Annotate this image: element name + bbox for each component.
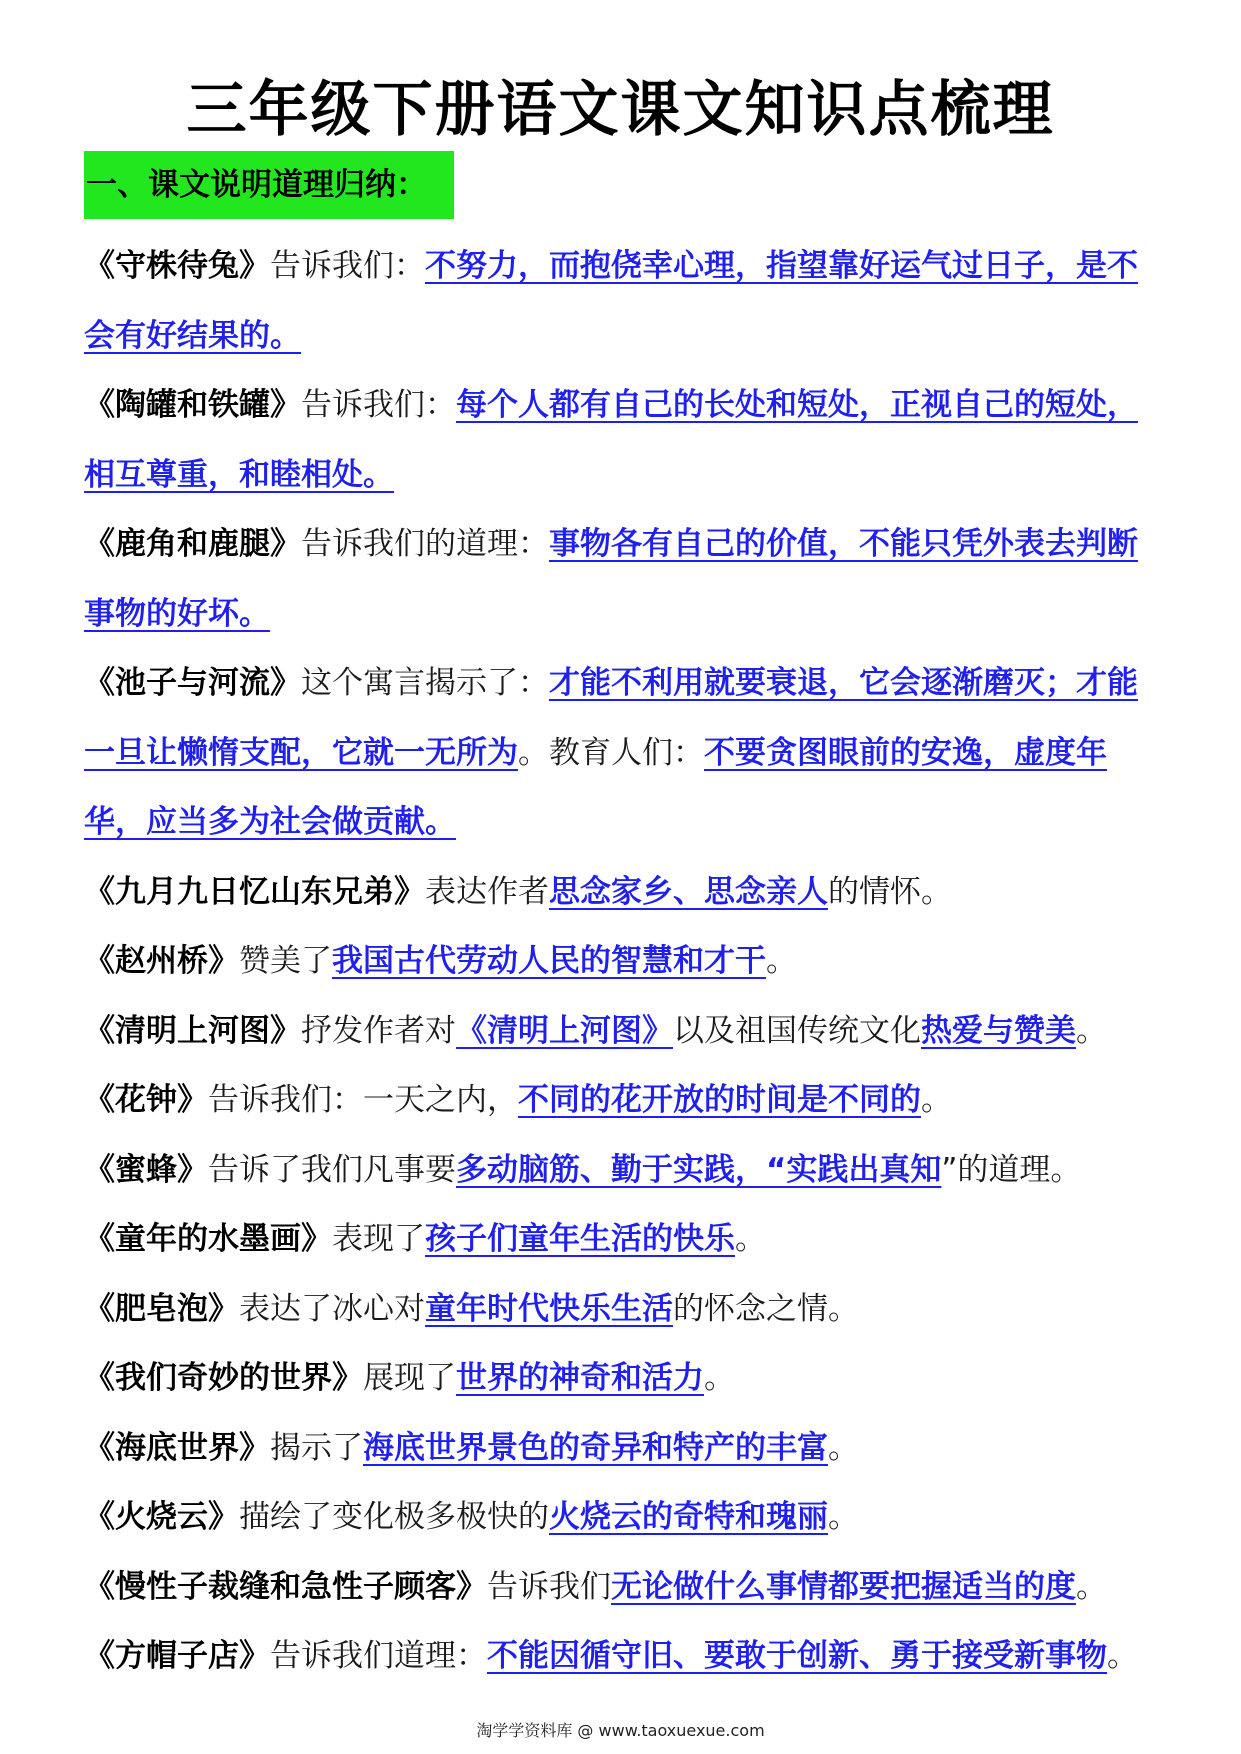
key-point: 热爱与赞美 <box>921 1012 1076 1049</box>
key-point: 不同的花开放的时间是不同的 <box>518 1082 921 1118</box>
lesson-title: 《赵州桥》 <box>84 943 239 979</box>
list-item: 《赵州桥》赞美了我国古代劳动人民的智慧和才干。 <box>84 943 797 979</box>
list-item: 《九月九日忆山东兄弟》表达作者思念家乡、思念亲人的情怀。 <box>84 873 952 910</box>
lesson-title: 《守株待兔》 <box>84 248 270 284</box>
lesson-title: 《我们奇妙的世界》 <box>84 1360 363 1396</box>
key-point: 多动脑筋、勤于实践，“实践出真知 <box>456 1151 942 1188</box>
key-point: 世界的神奇和活力 <box>456 1360 704 1396</box>
list-item: 《守株待兔》告诉我们：不努力，而抱侥幸心理，指望靠好运气过日子，是不会有好结果的。 <box>84 248 1138 354</box>
lesson-title: 《肥皂泡》 <box>84 1290 239 1327</box>
key-point: 火烧云的奇特和瑰丽 <box>549 1499 828 1535</box>
key-point: 不要贪图眼前的安逸，虚度年华，应当多为社会做贡献。 <box>84 734 1107 840</box>
list-item: 《火烧云》描绘了变化极多极快的火烧云的奇特和瑰丽。 <box>84 1499 859 1535</box>
lesson-title: 《鹿角和鹿腿》 <box>84 526 301 562</box>
key-point: 事物各有自己的价值，不能只凭外表去判断事物的好坏。 <box>84 526 1138 632</box>
footer-watermark: 淘学学资料库 @ www.taoxuexue.com <box>476 1721 765 1740</box>
key-point: 不能因循守旧、要敢于创新、勇于接受新事物 <box>487 1638 1107 1674</box>
list-item: 《池子与河流》这个寓言揭示了：才能不利用就要衰退，它会逐渐磨灭；才能一旦让懒惰支配，它就一无所为。教育人们：不要贪图眼前的安逸，虚度年华，应当多为社会做贡献。 <box>84 665 1138 840</box>
key-point: 无论做什么事情都要把握适当的度 <box>611 1568 1076 1605</box>
list-item: 《花钟》告诉我们：一天之内，不同的花开放的时间是不同的。 <box>84 1082 952 1118</box>
list-item: 《海底世界》揭示了海底世界景色的奇异和特产的丰富。 <box>84 1429 859 1466</box>
key-point: 每个人都有自己的长处和短处，正视自己的短处，相互尊重，和睦相处。 <box>84 387 1138 493</box>
page-title: 三年级下册语文课文知识点梳理 <box>186 75 1055 145</box>
list-item: 《肥皂泡》表达了冰心对童年时代快乐生活的怀念之情。 <box>84 1290 859 1327</box>
key-point: 孩子们童年生活的快乐 <box>425 1221 735 1257</box>
list-item: 《清明上河图》抒发作者对《清明上河图》以及祖国传统文化热爱与赞美。 <box>84 1012 1107 1049</box>
key-point: 不努力，而抱侥幸心理，指望靠好运气过日子，是不会有好结果的。 <box>84 248 1138 354</box>
lesson-title: 《方帽子店》 <box>84 1638 270 1674</box>
key-point: 海底世界景色的奇异和特产的丰富 <box>363 1429 828 1466</box>
lesson-title: 《火烧云》 <box>84 1499 239 1535</box>
list-item: 《我们奇妙的世界》展现了世界的神奇和活力。 <box>84 1360 735 1396</box>
list-item: 《方帽子店》告诉我们道理：不能因循守旧、要敢于创新、勇于接受新事物。 <box>84 1638 1138 1674</box>
list-item: 《陶罐和铁罐》告诉我们：每个人都有自己的长处和短处，正视自己的短处，相互尊重，和睦相处。 <box>84 387 1138 493</box>
lesson-title: 《陶罐和铁罐》 <box>84 387 301 423</box>
lesson-title: 《花钟》 <box>84 1082 208 1118</box>
lesson-title: 《童年的水墨画》 <box>84 1221 332 1257</box>
content-list <box>84 232 1164 1692</box>
key-point: 童年时代快乐生活 <box>425 1290 673 1327</box>
lesson-title: 《清明上河图》 <box>84 1012 301 1049</box>
key-point: 《清明上河图》 <box>456 1012 673 1049</box>
lesson-title: 《九月九日忆山东兄弟》 <box>84 873 425 910</box>
section-header: 一、课文说明道理归纳： <box>84 151 454 219</box>
list-item: 《鹿角和鹿腿》告诉我们的道理：事物各有自己的价值，不能只凭外表去判断事物的好坏。 <box>84 526 1138 632</box>
list-item: 《蜜蜂》告诉了我们凡事要多动脑筋、勤于实践，“实践出真知”的道理。 <box>84 1151 1082 1188</box>
lesson-title: 《海底世界》 <box>84 1429 270 1466</box>
list-item: 《慢性子裁缝和急性子顾客》告诉我们无论做什么事情都要把握适当的度。 <box>84 1568 1107 1605</box>
lesson-title: 《慢性子裁缝和急性子顾客》 <box>84 1568 487 1605</box>
lesson-title: 《蜜蜂》 <box>84 1151 208 1188</box>
key-point: 才能不利用就要衰退，它会逐渐磨灭；才能一旦让懒惰支配，它就一无所为 <box>84 665 1138 771</box>
key-point: 我国古代劳动人民的智慧和才干 <box>332 943 766 979</box>
key-point: 思念家乡、思念亲人 <box>549 873 828 910</box>
list-item: 《童年的水墨画》表现了孩子们童年生活的快乐。 <box>84 1221 766 1257</box>
lesson-title: 《池子与河流》 <box>84 665 301 701</box>
